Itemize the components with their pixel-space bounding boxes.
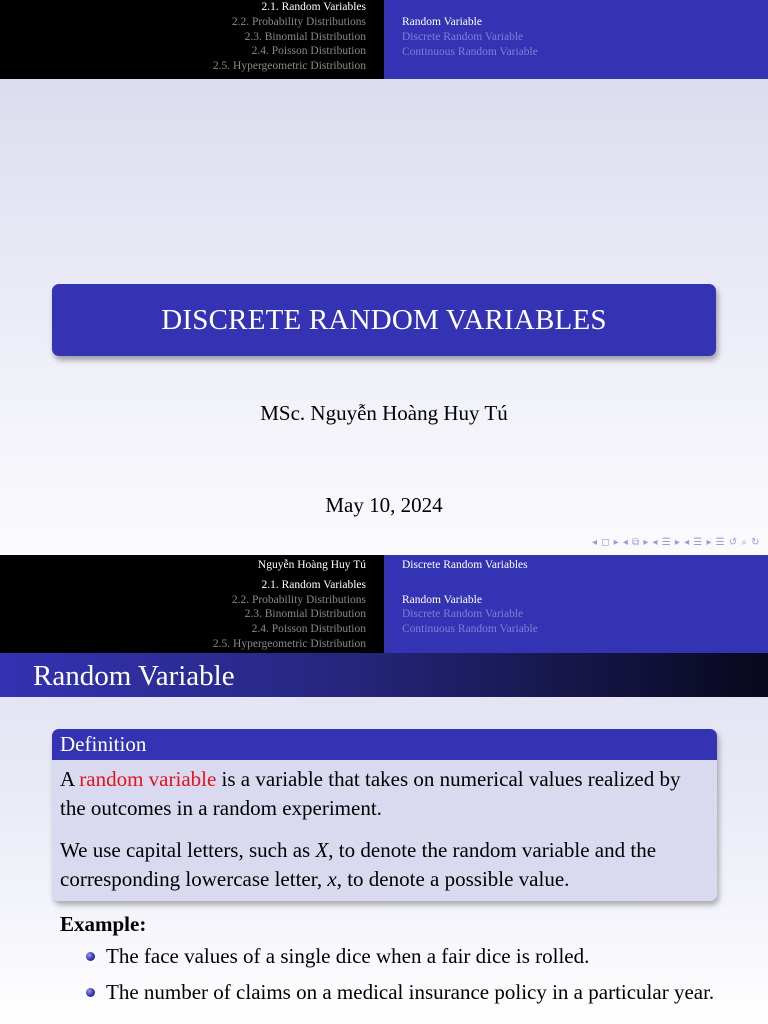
subsection-item[interactable]: Random Variable <box>402 16 482 28</box>
slide2-subsections <box>384 555 768 653</box>
toc-item[interactable]: 2.4. Poisson Distribution <box>251 623 366 636</box>
subsection-item[interactable]: Discrete Random Variable <box>402 30 524 43</box>
content-slide <box>0 697 768 1024</box>
toc-item[interactable]: 2.1. Random Variables <box>261 1 366 13</box>
text-run: is a variable that takes on numerical values realized by the outcomes in a random experiment. <box>60 767 681 820</box>
highlighted-term: random variable <box>79 767 217 791</box>
text-run: We use capital letters, such as <box>60 838 316 862</box>
toc-item[interactable]: 2.4. Poisson Distribution <box>251 45 366 58</box>
list-item-text: The face values of a single dice when a fair dice is rolled. <box>106 944 590 968</box>
subsection-item[interactable]: Discrete Random Variable <box>402 608 524 621</box>
date: May 10, 2024 <box>325 493 443 517</box>
definition-paragraph <box>60 836 709 893</box>
definition-paragraph <box>60 765 709 822</box>
title-box <box>52 284 716 356</box>
toc-item[interactable]: 2.2. Probability Distributions <box>231 593 366 606</box>
slide1-subsections <box>384 0 768 79</box>
text-run: , to denote a possible value. <box>336 866 570 891</box>
list-item <box>86 942 726 971</box>
text-run: A <box>60 767 80 791</box>
navigation-symbols-icon[interactable]: ◂ ◻ ▸ ◂ ⧉ ▸ ◂ ☰ ▸ ◂ ☰ ▸ ☰ ↺ ⌕ ↻ <box>591 537 760 548</box>
toc-item[interactable]: 2.3. Binomial Distribution <box>244 608 366 621</box>
math-symbol: X <box>315 838 329 862</box>
definition-body <box>52 760 717 901</box>
toc-item[interactable]: 2.3. Binomial Distribution <box>244 30 366 43</box>
slide1-header <box>0 0 768 79</box>
slide2-header <box>0 555 768 653</box>
definition-block <box>52 729 717 901</box>
header-author: Nguyễn Hoàng Huy Tú <box>257 559 366 571</box>
frame-title: Random Variable <box>33 660 235 692</box>
definition-title: Definition <box>52 729 717 760</box>
toc-item[interactable]: 2.2. Probability Distributions <box>231 15 366 28</box>
author: MSc. Nguyễn Hoàng Huy Tú <box>260 401 508 425</box>
header-short-title: Discrete Random Variables <box>402 559 528 571</box>
list-item-text: The number of claims on a medical insurance policy in a particular year. <box>106 979 715 1004</box>
subsection-item[interactable]: Continuous Random Variable <box>402 45 538 58</box>
slide2-toc <box>0 555 384 653</box>
bullet-icon <box>86 952 95 961</box>
presentation-title: DISCRETE RANDOM VARIABLES <box>161 303 607 336</box>
frame-title-bar <box>0 653 768 697</box>
bullet-icon <box>86 988 95 997</box>
toc-item[interactable]: 2.1. Random Variables <box>261 578 366 591</box>
subsection-item[interactable]: Random Variable <box>402 593 482 606</box>
math-symbol: x <box>327 866 337 891</box>
slide1-toc <box>0 0 384 79</box>
example-list <box>86 942 726 1013</box>
example-label: Example: <box>60 912 147 936</box>
toc-item[interactable]: 2.5. Hypergeometric Distribution <box>212 60 366 73</box>
list-item <box>86 978 726 1007</box>
toc-item[interactable]: 2.5. Hypergeometric Distribution <box>212 637 366 650</box>
subsection-item[interactable]: Continuous Random Variable <box>402 623 538 636</box>
text-run: , to denote the random variable and the corresponding lowercase letter, <box>60 838 657 891</box>
title-slide <box>0 79 768 555</box>
